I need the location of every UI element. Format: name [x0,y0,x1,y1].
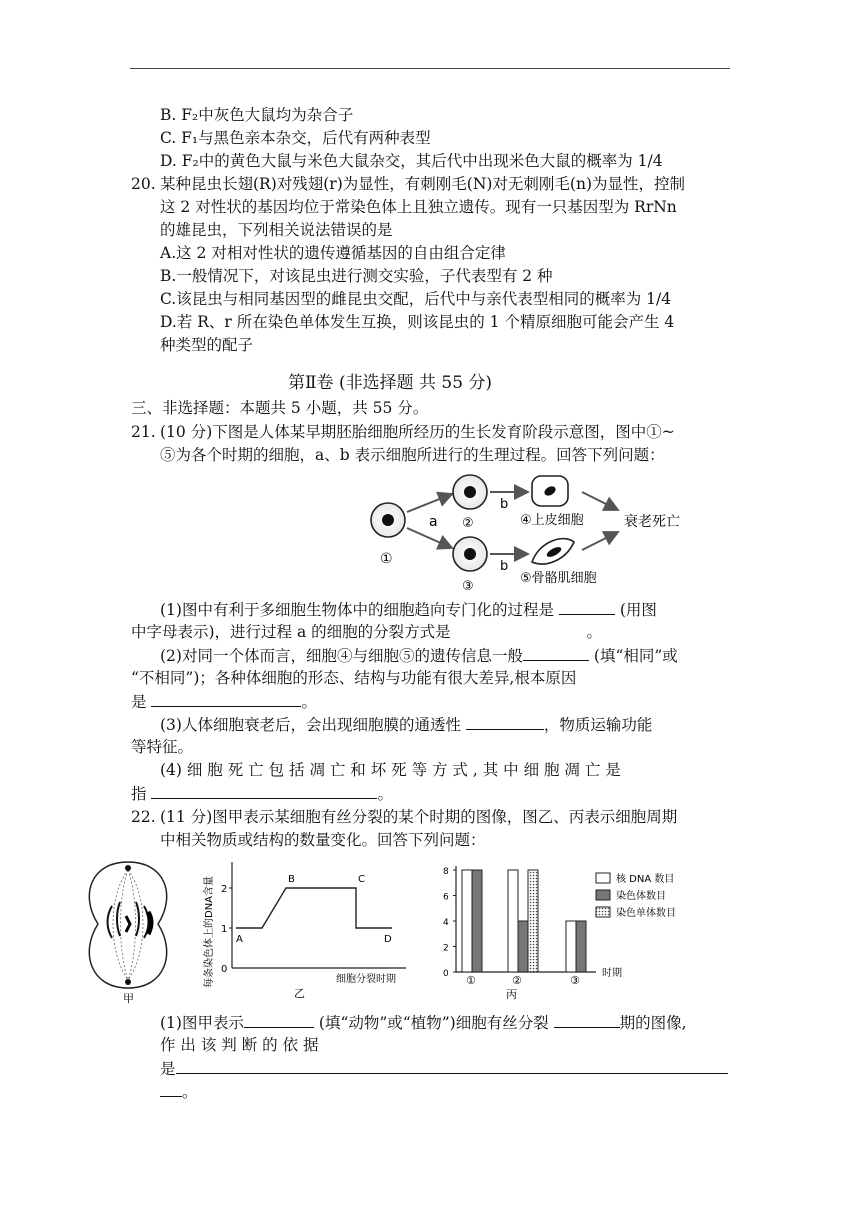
chart-bing-bar [576,921,586,972]
q21-p2-line1: (2)对同一个体而言，细胞④与细胞⑤的遗传信息一般 (填“相同”或 [160,644,678,667]
q21-p1-line1: (1)图中有利于多细胞生物体中的细胞趋向专门化的过程是 (用图 [160,598,657,621]
q20-option-b: B.一般情况下，对该昆虫进行测交实验，子代表型有 2 种 [160,267,553,285]
chart-bing-bar [528,870,538,972]
q21-p3-line1: (3)人体细胞衰老后，会出现细胞膜的通透性 ，物质运输功能 [160,713,652,736]
chart-bing-legend-label: 染色体数目 [616,891,666,902]
chart-yi-point-label: D [384,934,392,945]
q20-stem-line2: 这 2 对性状的基因均位于常染色体上且独立遗传。现有一只基因型为 RrNn [160,198,677,216]
chart-bing-category-label: ③ [570,974,580,987]
q19-option-c: C. F₁与黑色亲本杂交，后代有两种表型 [160,129,431,147]
q20-option-a: A.这 2 对相对性状的遗传遵循基因的自由组合定律 [160,244,506,262]
q21-p2-line2: “不相同”)；各种体细胞的形态、结构与功能有很大差异,根本原因 [131,669,577,687]
epithelial-cell [532,476,568,506]
arrow-a-down [407,528,452,548]
q21-p4-line1: (4) 细 胞 死 亡 包 括 凋 亡 和 坏 死 等 方 式 , 其 中 细 胞 凋 亡 是 [160,761,621,779]
cell-2-label: ② [462,516,474,531]
part2-instructions: 三、非选择题：本题共 5 小题，共 55 分。 [131,399,429,417]
q22-p1-line4: 。 [160,1080,198,1103]
chart-yi-point-label: C [358,874,365,885]
chart-yi-ylabel: 每条染色体上的DNA含量 [204,875,215,988]
chart-bing-bar [508,870,518,972]
chart-yi-point-label: B [288,874,295,885]
cell-2 [453,475,487,509]
q20-option-d-line2: 种类型的配子 [160,336,254,354]
q21-p3-blank[interactable] [466,713,544,730]
q21-p4-line2: 指 。 [131,782,393,805]
q22-p1-blank1[interactable] [244,1011,314,1028]
q22-stem-line2: 中相关物质或结构的数量变化。回答下列问题： [160,831,486,849]
q22-p1-blank3[interactable] [176,1057,728,1074]
chart-bing-legend-swatch [596,890,610,900]
q21-p3-line2: 等特征。 [131,738,194,756]
chart-yi-series-line [236,888,392,928]
process-b-label-bottom: b [500,559,509,574]
q22-p1-line1: (1)图甲表示 (填“动物”或“植物”)细胞有丝分裂 期的图像, [160,1011,687,1034]
arrow-a-up [407,494,452,512]
senescence-death-label: 衰老死亡 [624,514,680,530]
chart-bing-category-label: ① [466,974,476,987]
process-a-label: a [429,514,438,530]
cell-1-label: ① [380,551,393,567]
q22-number: 22. [131,808,156,826]
part2-title: 第Ⅱ卷 (非选择题 共 55 分) [288,373,493,393]
chart-bing-bar [518,921,528,972]
chart-bing-ytick: 0 [443,969,449,979]
figure-yi-line-chart [196,850,416,1000]
chart-bing-bar [462,870,472,972]
q22-p1-line2: 作 出 该 判 断 的 依 据 [160,1036,319,1054]
chart-bing-title: 丙 [506,988,517,1001]
epithelial-cell-label: ④上皮细胞 [520,513,584,528]
arrow-death-top [582,492,618,510]
q21-p1-blank1[interactable] [559,598,615,615]
q20-option-d-line1: D.若 R、r 所在染色单体发生互换，则该昆虫的 1 个精原细胞可能会产生 4 [160,313,675,331]
chart-bing-xtitle: 时期 [602,968,622,979]
chart-bing-legend [596,872,676,919]
chart-yi-point-label: A [236,934,243,945]
header-rule [130,68,730,69]
q21-p2-blank1[interactable] [523,644,589,661]
q20-stem-line1: 某种昆虫长翅(R)对残翅(r)为显性，有刺刚毛(N)对无刺刚毛(n)为显性，控制 [160,175,686,193]
chart-bing-ytick: 2 [443,943,449,954]
chart-yi-ytick: 2 [221,884,228,895]
muscle-cell-label: ⑤骨骼肌细胞 [520,571,597,586]
q22-stem-line1: (11 分)图甲表示某细胞有丝分裂的某个时期的图像，图乙、丙表示细胞周期 [160,808,678,826]
q21-p4-blank[interactable] [151,782,377,799]
chart-bing-ytick: 4 [443,918,449,928]
chart-yi-xlabel: 细胞分裂时期 [336,974,396,985]
q20-number: 20. [131,175,156,193]
q21-stem-line2: ⑤为各个时期的细胞，a、b 表示细胞所进行的生理过程。回答下列问题： [160,446,665,464]
cell-1 [371,503,405,537]
cell-3 [453,537,487,571]
q21-p1-line2: 中字母表示)，进行过程 a 的细胞的分裂方式是 。 [131,623,603,641]
process-b-label-top: b [500,497,509,512]
figure-jia-mitosis-cell [78,856,178,1006]
chart-bing-ytick: 6 [443,892,449,903]
q22-p1-line3: 是 [160,1057,728,1080]
chart-yi-title: 乙 [294,987,305,1000]
q20-option-c: C.该昆虫与相同基因型的雌昆虫交配，后代中与亲代表型相同的概率为 1/4 [160,290,672,308]
q19-option-b: B. F₂中灰色大鼠均为杂合子 [160,106,354,124]
q22-p1-blank2[interactable] [554,1011,620,1028]
q21-stem-line1: (10 分)下图是人体某早期胚胎细胞所经历的生长发育阶段示意图，图中①~ [160,423,675,441]
arrow-death-bottom [582,532,618,550]
chart-yi-ytick: 0 [221,964,228,975]
q21-number: 21. [131,423,156,441]
q19-option-d: D. F₂中的黄色大鼠与米色大鼠杂交，其后代中出现米色大鼠的概率为 1/4 [160,152,663,170]
cell-3-label: ③ [462,579,474,592]
chart-bing-bar [472,870,482,972]
chart-bing-legend-label: 核 DNA 数目 [616,874,675,885]
figure-jia-label: 甲 [123,992,134,1005]
chart-bing-legend-swatch [596,907,610,917]
cell-development-diagram [360,468,720,592]
chart-bing-ytick: 8 [443,867,449,877]
q20-stem-line3: 的雄昆虫，下列相关说法错误的是 [160,221,393,239]
skeletal-muscle-cell [532,539,574,564]
figure-bing-bar-chart [436,856,746,1002]
chart-bing-legend-swatch [596,873,610,883]
q21-p2-blank2[interactable] [151,690,301,707]
chart-bing-category-label: ② [512,974,522,987]
chart-yi-ytick: 1 [221,924,228,935]
chart-bing-legend-label: 染色单体数目 [616,908,676,919]
chart-bing-bar [566,921,576,972]
q21-p2-line3: 是 。 [131,690,317,713]
q22-p1-blank4[interactable] [160,1080,182,1097]
